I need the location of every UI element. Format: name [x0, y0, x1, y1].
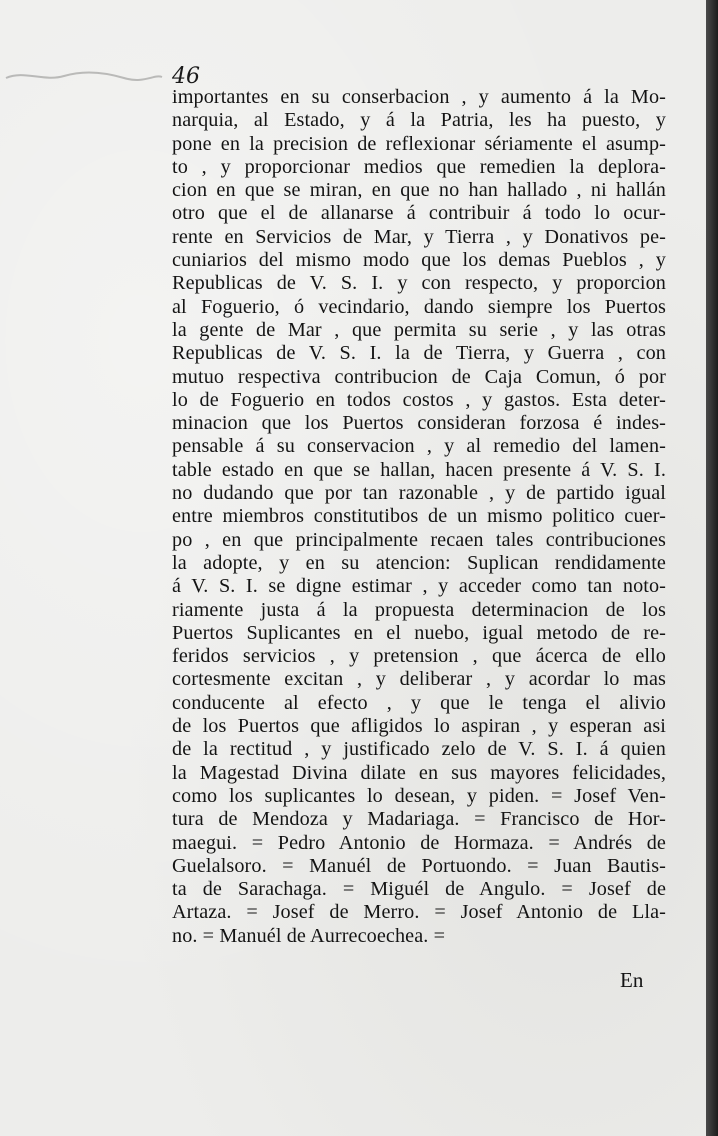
- text-line: de los Puertos que afligidos lo aspiran , y esperan asi: [172, 715, 666, 738]
- text-line: riamente justa á la propuesta determinacion de los: [172, 598, 666, 621]
- text-line: otro que el de allanarse á contribuir á todo lo ocur-: [172, 202, 666, 225]
- text-line: Artaza. = Josef de Merro. = Josef Antonio de Lla-: [172, 901, 666, 924]
- text-line: la Magestad Divina dilate en sus mayores felicidades,: [172, 761, 666, 784]
- text-line: Republicas de V. S. I. la de Tierra, y Guerra , con: [172, 342, 666, 365]
- text-line: de la rectitud , y justificado zelo de V. S. I. á quien: [172, 738, 666, 761]
- catchword: En: [620, 968, 644, 992]
- text-line: Guelalsoro. = Manuél de Portuondo. = Juan Bautis-: [172, 854, 666, 877]
- text-line: maegui. = Pedro Antonio de Hormaza. = Andrés de: [172, 831, 666, 854]
- text-line: entre miembros constitutibos de un mismo politico cuer-: [172, 505, 666, 528]
- page-number: 46: [172, 64, 200, 89]
- text-line: lo de Foguerio en todos costos , y gastos. Esta deter-: [172, 388, 666, 411]
- text-line: table estado en que se hallan, hacen presente á V. S. I.: [172, 458, 666, 481]
- text-line: conducente al efecto , y que le tenga el alivio: [172, 691, 666, 714]
- text-line: importantes en su conserbacion , y aumento á la Mo-: [172, 86, 666, 108]
- body-text: [172, 86, 666, 948]
- text-line: al Foguerio, ó vecindario, dando siempre los Puertos: [172, 295, 666, 318]
- text-line: narquia, al Estado, y á la Patria, les ha puesto, y: [172, 109, 666, 132]
- text-line: pensable á su conservacion , y al remedio del lamen-: [172, 435, 666, 458]
- text-line: po , en que principalmente recaen tales contribuciones: [172, 528, 666, 551]
- text-line: feridos servicios , y pretension , que ácerca de ello: [172, 645, 666, 668]
- text-line: pone en la precision de reflexionar sériamente el asump-: [172, 132, 666, 155]
- margin-ink-mark: [4, 68, 164, 84]
- text-line: Republicas de V. S. I. y con respecto, y proporcion: [172, 272, 666, 295]
- text-line: la adopte, y en su atencion: Suplican rendidamente: [172, 551, 666, 574]
- text-line: á V. S. I. se digne estimar , y acceder como tan noto-: [172, 575, 666, 598]
- text-line: Puertos Suplicantes en el nuebo, igual metodo de re-: [172, 621, 666, 644]
- text-line: cuniarios del mismo modo que los demas Pueblos , y: [172, 249, 666, 272]
- text-line: no dudando que por tan razonable , y de partido igual: [172, 482, 666, 505]
- text-line: la gente de Mar , que permita su serie , y las otras: [172, 318, 666, 341]
- text-line: mutuo respectiva contribucion de Caja Comun, ó por: [172, 365, 666, 388]
- text-line: cion en que se miran, en que no han hallado , ni hallán: [172, 179, 666, 202]
- text-line: ta de Sarachaga. = Miguél de Angulo. = Josef de: [172, 878, 666, 901]
- text-line: cortesmente excitan , y deliberar , y acordar lo mas: [172, 668, 666, 691]
- text-line-last: no. = Manuél de Aurrecoechea. =: [172, 924, 446, 947]
- text-line: como los suplicantes lo desean, y piden. = Josef Ven-: [172, 784, 666, 807]
- text-line: minacion que los Puertos consideran forzosa é indes-: [172, 412, 666, 435]
- text-line: rente en Servicios de Mar, y Tierra , y Donativos pe-: [172, 225, 666, 248]
- page-edge-shadow: [706, 0, 718, 1136]
- text-line: to , y proporcionar medios que remedien la deplora-: [172, 155, 666, 178]
- text-line: tura de Mendoza y Madariaga. = Francisco de Hor-: [172, 808, 666, 831]
